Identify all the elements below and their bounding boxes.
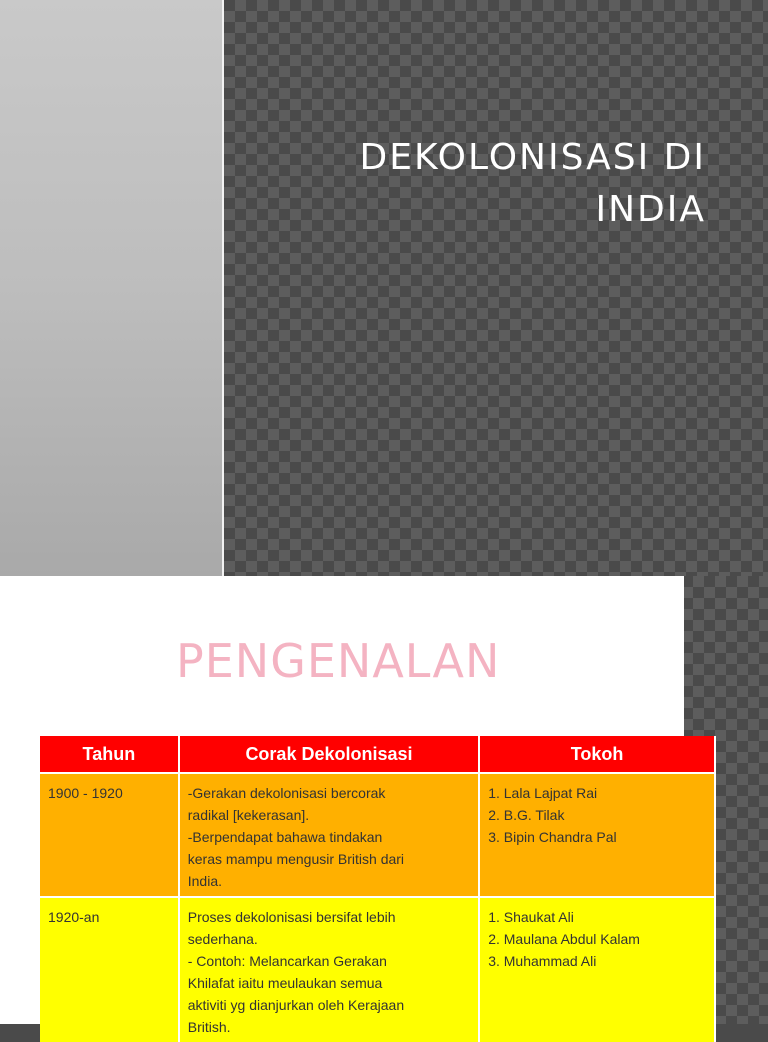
cell-tahun: 1920-an [40,897,179,1042]
corak-line: India. [187,873,222,889]
cell-corak [179,773,479,897]
table-row [40,897,715,1042]
table [40,736,716,1042]
cell-tokoh [479,773,715,897]
left-gradient-panel [0,0,224,576]
cell-tahun: 1900 - 1920 [40,773,179,897]
list-item: 2. B.G. Tilak [488,807,565,823]
header-tokoh: Tokoh [479,736,715,773]
corak-line: British. [187,1019,231,1035]
table-header-row [40,736,715,773]
list-item: 3. Muhammad Ali [488,953,597,969]
list-item: 1. Lala Lajpat Rai [488,785,598,801]
corak-line: - Contoh: Melancarkan Gerakan [187,953,387,969]
corak-line: radikal [kekerasan]. [187,807,310,823]
list-item: 1. Shaukat Ali [488,909,574,925]
cell-corak [179,897,479,1042]
corak-line: sederhana. [187,931,258,947]
list-item: 2. Maulana Abdul Kalam [488,931,640,947]
list-item: 3. Bipin Chandra Pal [488,829,617,845]
tokoh-list [488,782,706,848]
corak-line: keras mampu mengusir British dari [187,851,405,867]
right-pattern-panel [224,0,768,576]
corak-line: Proses dekolonisasi bersifat lebih [187,909,396,925]
table-row [40,773,715,897]
header-tahun: Tahun [40,736,179,773]
header-corak: Corak Dekolonisasi [179,736,479,773]
slide-title: DEKOLONISASI DI INDIA [359,137,706,230]
corak-line: -Berpendapat bahawa tindakan [187,829,383,845]
cell-tokoh [479,897,715,1042]
dekolonisasi-table [40,736,716,1035]
corak-line: aktiviti yg dianjurkan oleh Kerajaan [187,997,405,1013]
tokoh-list [488,906,706,972]
slide-heading: PENGENALAN [176,634,501,688]
corak-line: Khilafat iaitu meulaukan semua [187,975,383,991]
corak-line: -Gerakan dekolonisasi bercorak [187,785,386,801]
